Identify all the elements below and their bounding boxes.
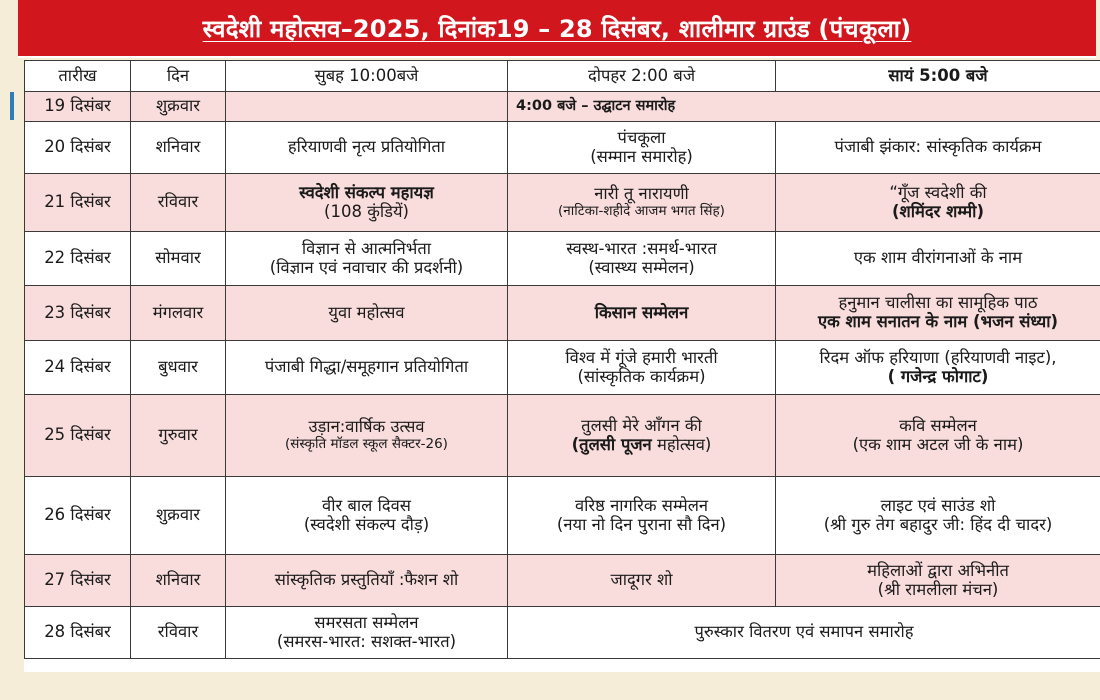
table-row	[25, 607, 1100, 659]
day-cell: शनिवार	[131, 122, 226, 174]
morning-cell	[226, 341, 508, 395]
afternoon-cell	[508, 286, 776, 341]
day-cell: शुक्रवार	[131, 477, 226, 555]
day-cell: शनिवार	[131, 555, 226, 607]
evening-cell	[776, 286, 1100, 341]
day-cell: मंगलवार	[131, 286, 226, 341]
event-line: जादूगर शो	[610, 570, 673, 590]
table-row	[25, 341, 1100, 395]
event-line: समरसता सम्मेलन	[314, 612, 419, 632]
event-line: वीर बाल दिवस	[322, 495, 411, 515]
morning-cell	[226, 477, 508, 555]
header-afternoon: दोपहर 2:00 बजे	[508, 61, 776, 92]
event-line: (स्वदेशी संकल्प दौड़)	[303, 514, 430, 534]
event-text: महोत्सव)	[656, 434, 712, 454]
date-cell: 27 दिसंबर	[25, 555, 131, 607]
evening-cell	[776, 174, 1100, 232]
event-line: ( गजेन्द्र फोगाट)	[887, 366, 989, 386]
schedule-table	[24, 60, 1100, 659]
header-morning: सुबह 10:00बजे	[226, 61, 508, 92]
table-row	[25, 477, 1100, 555]
table-row	[25, 92, 1100, 122]
morning-cell	[226, 607, 508, 659]
date-cell: 26 दिसंबर	[25, 477, 131, 555]
event-line	[511, 436, 772, 455]
event-line: विज्ञान से आत्मनिर्भता	[301, 238, 432, 258]
day-cell: सोमवार	[131, 232, 226, 286]
event-text-bold: (तुलसी पूजन	[571, 434, 652, 454]
event-line: एक शाम सनातन के नाम (भजन संध्या)	[817, 312, 1059, 331]
event-line: लाइट एवं साउंड शो	[880, 495, 996, 515]
afternoon-cell	[508, 122, 776, 174]
event-line: “गूँज स्वदेशी की	[889, 182, 987, 202]
event-line: सांस्कृतिक प्रस्तुतियाँ :फैशन शो	[274, 570, 459, 590]
edge-marker	[10, 92, 14, 120]
afternoon-cell	[508, 477, 776, 555]
event-line: तुलसी मेरे आँगन की	[581, 415, 702, 435]
afternoon-cell	[508, 174, 776, 232]
event-line: एक शाम वीरांगनाओं के नाम	[853, 248, 1023, 268]
page-title-banner	[18, 0, 1096, 58]
event-line: (श्री रामलीला मंचन)	[877, 579, 999, 599]
morning-cell	[226, 232, 508, 286]
morning-cell	[226, 286, 508, 341]
event-line: विश्व में गूंजे हमारी भारती	[565, 347, 718, 367]
morning-cell	[226, 395, 508, 477]
header-evening: सायं 5:00 बजे	[776, 61, 1100, 92]
table-row	[25, 395, 1100, 477]
event-line: पंजाबी गिद्धा/समूहगान प्रतियोगिता	[264, 357, 469, 377]
table-row	[25, 232, 1100, 286]
morning-cell	[226, 174, 508, 232]
evening-cell	[776, 232, 1100, 286]
table-row	[25, 555, 1100, 607]
event-line: (विज्ञान एवं नवाचार की प्रदर्शनी)	[269, 257, 464, 277]
morning-cell	[226, 122, 508, 174]
date-cell: 23 दिसंबर	[25, 286, 131, 341]
evening-cell	[776, 122, 1100, 174]
table-row	[25, 174, 1100, 232]
evening-cell	[776, 395, 1100, 477]
day-cell: गुरुवार	[131, 395, 226, 477]
event-line: (सम्मान समारोह)	[590, 146, 693, 166]
event-line: रिदम ऑफ हरियाणा (हरियाणवी नाइट),	[819, 347, 1057, 367]
afternoon-cell	[508, 341, 776, 395]
event-line: उड़ान:वार्षिक उत्सव	[308, 417, 425, 437]
day-cell: रविवार	[131, 607, 226, 659]
event-line: (नया नो दिन पुराना सौ दिन)	[556, 514, 727, 534]
afternoon-cell	[508, 395, 776, 477]
event-line: नारी तू नारायणी	[594, 184, 689, 204]
event-line: (संस्कृति मॉडल स्कूल सैक्टर-26)	[285, 436, 448, 453]
header-day: दिन	[131, 61, 226, 92]
morning-cell	[226, 555, 508, 607]
date-cell: 25 दिसंबर	[25, 395, 131, 477]
afternoon-cell	[508, 232, 776, 286]
event-line: पंचकूला	[617, 127, 666, 147]
day-cell: रविवार	[131, 174, 226, 232]
event-line: हनुमान चालीसा का सामूहिक पाठ	[838, 293, 1038, 313]
evening-cell	[776, 555, 1100, 607]
day-cell: बुधवार	[131, 341, 226, 395]
event-line: (एक शाम अटल जी के नाम)	[852, 434, 1024, 454]
page-title: स्वदेशी महोत्सव–2025, दिनांक19 – 28 दिसंबर, शालीमार ग्राउंड (पंचकूला)	[202, 14, 912, 43]
schedule-table-container	[24, 60, 1100, 672]
event-line: (108 कुंडियें)	[324, 201, 409, 221]
event-line: युवा महोत्सव	[328, 302, 405, 322]
event-line: स्वदेशी संकल्प महायज्ञ	[299, 182, 434, 202]
bottom-background	[0, 672, 1100, 700]
event-line: (शमिंदर शम्मी)	[892, 201, 984, 221]
table-header-row	[25, 61, 1100, 92]
day-cell: शुक्रवार	[131, 92, 226, 122]
event-line: (श्री गुरु तेग बहादुर जी: हिंद दी चादर)	[823, 514, 1053, 534]
empty-cell	[226, 92, 508, 122]
date-cell: 22 दिसंबर	[25, 232, 131, 286]
event-line: (स्वास्थ्य सम्मेलन)	[588, 257, 695, 277]
table-row	[25, 286, 1100, 341]
inauguration-cell: 4:00 बजे – उद्घाटन समारोह	[508, 92, 1100, 122]
event-line: (समरस-भारत: सशक्त-भारत)	[276, 631, 457, 651]
event-line: (नाटिका-शहीदे आजम भगत सिंह)	[558, 203, 725, 220]
event-line: पंजाबी झंकार: सांस्कृतिक कार्यक्रम	[834, 137, 1042, 157]
event-line: कवि सम्मेलन	[899, 415, 977, 435]
event-line: हरियाणवी नृत्य प्रतियोगिता	[287, 137, 446, 157]
header-date: तारीख	[25, 61, 131, 92]
date-cell: 24 दिसंबर	[25, 341, 131, 395]
date-cell: 20 दिसंबर	[25, 122, 131, 174]
event-line: वरिष्ठ नागरिक सम्मेलन	[574, 495, 709, 515]
evening-cell	[776, 477, 1100, 555]
afternoon-cell	[508, 555, 776, 607]
closing-ceremony-cell: पुरुस्कार वितरण एवं समापन समारोह	[508, 607, 1100, 659]
event-line: किसान सम्मेलन	[594, 302, 689, 322]
date-cell: 21 दिसंबर	[25, 174, 131, 232]
evening-cell	[776, 341, 1100, 395]
date-cell: 28 दिसंबर	[25, 607, 131, 659]
table-row	[25, 122, 1100, 174]
date-cell: 19 दिसंबर	[25, 92, 131, 122]
event-line: महिलाओं द्वारा अभिनीत	[867, 560, 1009, 580]
event-line: स्वस्थ-भारत :समर्थ-भारत	[566, 238, 717, 258]
event-line: (सांस्कृतिक कार्यक्रम)	[577, 366, 706, 386]
